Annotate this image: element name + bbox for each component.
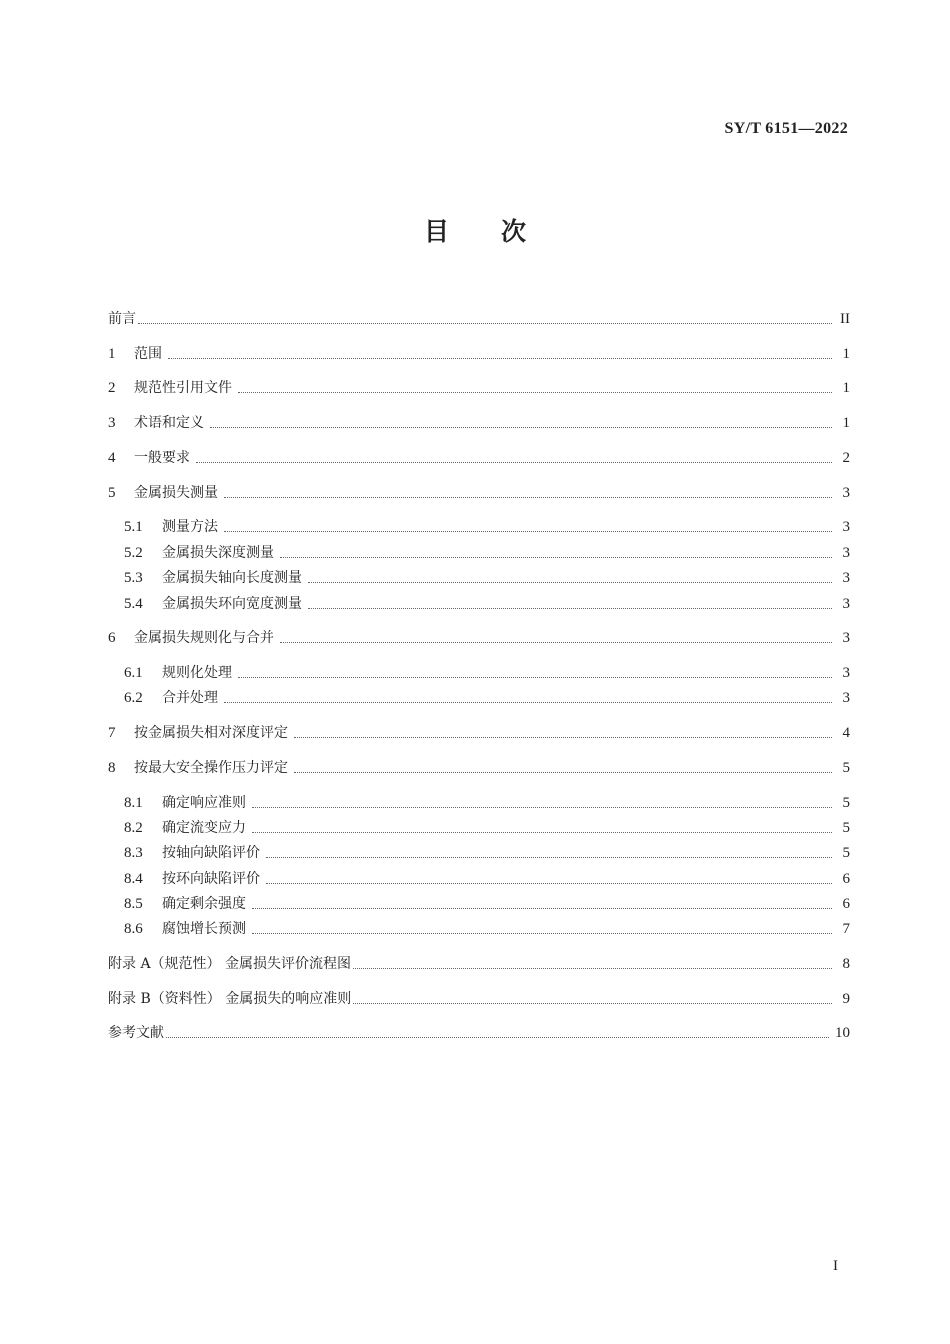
dot-leader (224, 530, 832, 532)
toc-num: 6.2 (124, 690, 143, 706)
dot-leader (224, 701, 832, 703)
standard-code: SY/T 6151—2022 (724, 120, 848, 137)
toc-page: 9 (842, 991, 850, 1007)
dot-leader (210, 426, 832, 428)
toc-entry-1[interactable] (108, 339, 850, 363)
toc-label: 腐蚀增长预测 (162, 921, 246, 937)
toc-entry-annex-a[interactable] (108, 949, 850, 973)
toc-label: 金属损失环向宽度测量 (162, 596, 302, 612)
toc-page: 7 (842, 921, 850, 937)
toc-label: 按最大安全操作压力评定 (134, 760, 288, 776)
toc-num: 6 (108, 630, 116, 646)
toc-page: 5 (842, 795, 850, 811)
toc-label: 一般要求 (134, 450, 190, 466)
toc-page: 5 (842, 845, 850, 861)
dot-leader (252, 831, 832, 833)
dot-leader (294, 736, 832, 738)
dot-leader (280, 641, 832, 643)
toc-page: 3 (842, 485, 850, 501)
toc-num: 8.1 (124, 795, 143, 811)
toc-entry-5-2[interactable] (108, 538, 850, 562)
toc-page: 1 (842, 415, 850, 431)
toc-page: 3 (842, 690, 850, 706)
dot-leader (266, 856, 832, 858)
toc-num: 8.2 (124, 820, 143, 836)
toc-page: 5 (842, 820, 850, 836)
page-title (0, 212, 950, 248)
toc-label: 金属损失测量 (134, 485, 218, 501)
toc-num: 3 (108, 415, 116, 431)
dot-leader (280, 556, 832, 558)
toc-label: 测量方法 (162, 519, 218, 535)
toc-num: 8.5 (124, 896, 143, 912)
toc-page: II (840, 311, 850, 327)
toc-page: 1 (842, 346, 850, 362)
dot-leader (308, 607, 832, 609)
toc-page: 3 (842, 545, 850, 561)
toc-num: 5 (108, 485, 116, 501)
toc-entry-5[interactable] (108, 478, 850, 502)
toc-entry-8-3[interactable] (108, 838, 850, 862)
toc-page: 3 (842, 570, 850, 586)
dot-leader (238, 391, 832, 393)
dot-leader (353, 967, 832, 969)
toc-entry-8-4[interactable] (108, 864, 850, 888)
toc-num: 7 (108, 725, 116, 741)
toc-label: 附录 A（规范性） 金属损失评价流程图 (108, 956, 352, 972)
toc-num: 5.2 (124, 545, 143, 561)
toc-entry-5-4[interactable] (108, 589, 850, 613)
toc-label: 规则化处理 (162, 665, 232, 681)
toc-entry-annex-b[interactable] (108, 984, 850, 1008)
toc-entry-7[interactable] (108, 718, 850, 742)
toc-page: 3 (842, 630, 850, 646)
toc-page: 6 (842, 896, 850, 912)
toc-num: 8.6 (124, 921, 143, 937)
toc-num: 5.4 (124, 596, 143, 612)
toc-label: 金属损失深度测量 (162, 545, 274, 561)
toc-page: 1 (842, 380, 850, 396)
dot-leader (166, 1036, 829, 1038)
toc-page: 6 (842, 871, 850, 887)
dot-leader (353, 1002, 832, 1004)
toc-entry-2[interactable] (108, 373, 850, 397)
toc-label: 术语和定义 (134, 415, 204, 431)
dot-leader (294, 771, 832, 773)
toc-label: 按环向缺陷评价 (162, 871, 260, 887)
toc-entry-6-2[interactable] (108, 683, 850, 707)
toc-label: 合并处理 (162, 690, 218, 706)
toc-label: 附录 B（资料性） 金属损失的响应准则 (108, 991, 352, 1007)
toc-label: 前言 (108, 311, 136, 327)
toc-label: 确定剩余强度 (162, 896, 246, 912)
dot-leader (252, 806, 832, 808)
toc-entry-8-5[interactable] (108, 889, 850, 913)
dot-leader (138, 322, 832, 324)
toc-num: 2 (108, 380, 116, 396)
dot-leader (196, 461, 832, 463)
toc-entry-8-1[interactable] (108, 788, 850, 812)
dot-leader (224, 496, 832, 498)
toc-page: 2 (842, 450, 850, 466)
toc-num: 6.1 (124, 665, 143, 681)
dot-leader (266, 882, 832, 884)
toc-entry-8-2[interactable] (108, 813, 850, 837)
toc-num: 5.3 (124, 570, 143, 586)
toc-entry-8-6[interactable] (108, 914, 850, 938)
toc-num: 8.4 (124, 871, 143, 887)
toc-entry-5-3[interactable] (108, 563, 850, 587)
toc-num: 4 (108, 450, 116, 466)
toc-entry-foreword[interactable] (108, 304, 850, 328)
title-char-2: 次 (501, 217, 527, 246)
toc-entry-6-1[interactable] (108, 658, 850, 682)
toc-entry-3[interactable] (108, 408, 850, 432)
toc-page: 10 (835, 1025, 850, 1041)
toc-label: 按金属损失相对深度评定 (134, 725, 288, 741)
toc-label: 按轴向缺陷评价 (162, 845, 260, 861)
toc-label: 确定流变应力 (162, 820, 246, 836)
toc-num: 8 (108, 760, 116, 776)
dot-leader (308, 581, 832, 583)
toc-page: 5 (842, 760, 850, 776)
toc-entry-6[interactable] (108, 623, 850, 647)
toc-entry-8[interactable] (108, 753, 850, 777)
dot-leader (168, 357, 832, 359)
title-char-1: 目 (423, 217, 449, 246)
toc-label: 参考文献 (108, 1025, 164, 1041)
page-number: I (833, 1258, 838, 1274)
toc-num: 8.3 (124, 845, 143, 861)
dot-leader (252, 932, 832, 934)
dot-leader (252, 907, 832, 909)
dot-leader (238, 676, 832, 678)
toc-label: 金属损失规则化与合并 (134, 630, 274, 646)
toc-label: 确定响应准则 (162, 795, 246, 811)
toc-entry-5-1[interactable] (108, 512, 850, 536)
toc-label: 范围 (134, 346, 162, 362)
toc-entry-4[interactable] (108, 443, 850, 467)
toc-page: 3 (842, 665, 850, 681)
toc-num: 5.1 (124, 519, 143, 535)
toc-label: 规范性引用文件 (134, 380, 232, 396)
toc-page: 4 (842, 725, 850, 741)
toc-entry-references[interactable] (108, 1018, 850, 1042)
toc-page: 3 (842, 596, 850, 612)
toc-page: 3 (842, 519, 850, 535)
toc-num: 1 (108, 346, 116, 362)
toc-label: 金属损失轴向长度测量 (162, 570, 302, 586)
toc-page: 8 (842, 956, 850, 972)
